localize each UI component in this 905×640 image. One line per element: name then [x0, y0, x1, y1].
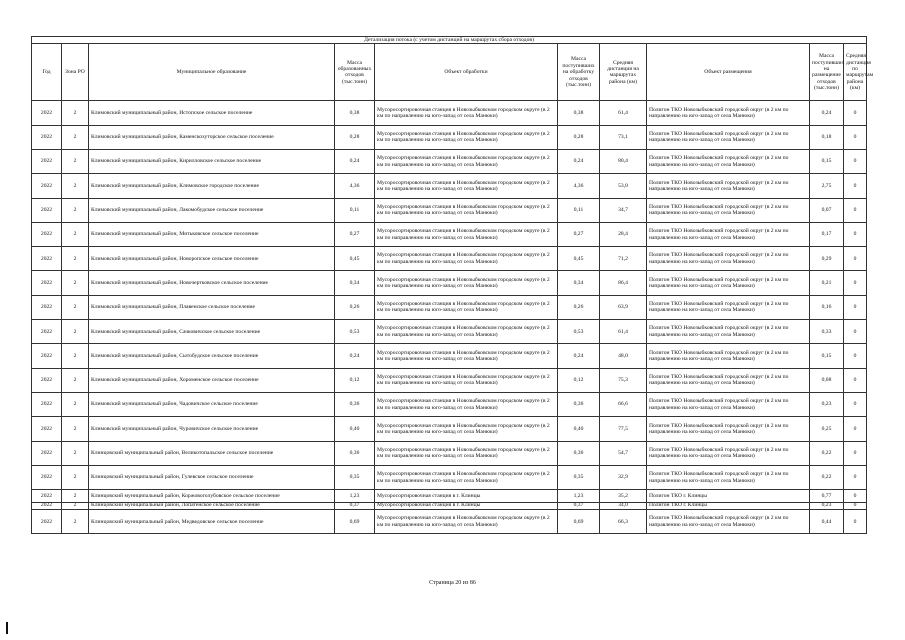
table-row [32, 101, 867, 125]
cell-year: 2022 [32, 392, 62, 416]
cell-mass-placement: 0,15 [810, 150, 844, 174]
cell-processing-object: Мусоросортировочная станция в Новозыбковском городском округе (в 2 км по направлению на юго-запад от села Манюки) [375, 174, 558, 198]
table-row [32, 465, 867, 489]
cell-processing-object: Мусоросортировочная станция в Новозыбковском городском округе (в 2 км по направлению на юго-запад от села Манюки) [375, 465, 558, 489]
cell-year: 2022 [32, 247, 62, 271]
cell-municipality: Климовский муниципальный район, Хороменское сельское поселение [89, 368, 335, 392]
cell-mass-generated: 4,36 [335, 174, 375, 198]
cell-municipality: Климовский муниципальный район, Сытобудское сельское поселение [89, 344, 335, 368]
cell-mass-processing: 0,37 [558, 503, 600, 510]
cell-year: 2022 [32, 368, 62, 392]
cell-placement-object: Полигон ТКО Новозыбковский городской округ (в 2 км по направлению на юго-запад от села Манюки) [647, 247, 810, 271]
cell-processing-object: Мусоросортировочная станция в Новозыбковском городском округе (в 2 км по направлению на юго-запад от села Манюки) [375, 368, 558, 392]
cell-municipality: Климовский муниципальный район, Кирилловское сельское поселение [89, 150, 335, 174]
cell-mass-placement: 0,08 [810, 368, 844, 392]
table-row [32, 490, 867, 503]
cell-zone: 2 [62, 368, 89, 392]
cell-year: 2022 [32, 320, 62, 344]
header-year: Год [32, 44, 62, 101]
cell-avg-distance-1: 66,3 [600, 510, 647, 534]
cell-year: 2022 [32, 490, 62, 503]
cell-year: 2022 [32, 344, 62, 368]
cell-municipality: Клинцовский муниципальный район, Гулевское сельское поселение [89, 465, 335, 489]
cell-zone: 2 [62, 295, 89, 319]
table-row [32, 125, 867, 149]
table-row [32, 510, 867, 534]
cell-mass-processing: 1,23 [558, 490, 600, 503]
cell-mass-placement: 0,25 [810, 417, 844, 441]
cell-avg-distance-1: 66,6 [600, 392, 647, 416]
cell-municipality: Клинцовский муниципальный район, Лопатенское сельское поселение [89, 503, 335, 510]
cell-mass-generated: 0,12 [335, 368, 375, 392]
cell-avg-distance-2: 0 [844, 490, 867, 503]
cell-zone: 2 [62, 150, 89, 174]
cell-processing-object: Мусоросортировочная станция в г. Клинцы [375, 503, 558, 510]
cell-mass-generated: 0,37 [335, 503, 375, 510]
cell-municipality: Клинцовский муниципальный район, Медведовское сельское поселение [89, 510, 335, 534]
cell-zone: 2 [62, 222, 89, 246]
header-municipality: Муниципальное образование [89, 44, 335, 101]
cell-mass-generated: 0,36 [335, 392, 375, 416]
cell-mass-placement: 0,17 [810, 222, 844, 246]
cell-processing-object: Мусоросортировочная станция в Новозыбковском городском округе (в 2 км по направлению на юго-запад от села Манюки) [375, 344, 558, 368]
table-row [32, 320, 867, 344]
cell-placement-object: Полигон ТКО Новозыбковский городской округ (в 2 км по направлению на юго-запад от села Манюки) [647, 510, 810, 534]
header-avg-distance-2: Средняя дистанция по маршрутам района (км) [844, 44, 867, 101]
table-row [32, 247, 867, 271]
cell-placement-object: Полигон ТКО г. Клинцы [647, 490, 810, 503]
cell-avg-distance-1: 71,2 [600, 247, 647, 271]
cell-municipality: Клинцовский муниципальный район, Великотопальское сельское поселение [89, 441, 335, 465]
cell-mass-processing: 0,24 [558, 150, 600, 174]
cell-mass-processing: 0,26 [558, 295, 600, 319]
table-row [32, 392, 867, 416]
table-row [32, 295, 867, 319]
cell-mass-generated: 0,69 [335, 510, 375, 534]
cell-avg-distance-1: 48,0 [600, 344, 647, 368]
header-row [32, 44, 867, 101]
cell-municipality: Клинцовский муниципальный район, Коржовоголубовское сельское поселение [89, 490, 335, 503]
cell-placement-object: Полигон ТКО Новозыбковский городской округ (в 2 км по направлению на юго-запад от села Манюки) [647, 392, 810, 416]
cell-municipality: Климовский муниципальный район, Новочертковское сельское поселение [89, 271, 335, 295]
header-processing-object: Объект обработки [375, 44, 558, 101]
table-row [32, 271, 867, 295]
cell-mass-processing: 0,40 [558, 417, 600, 441]
cell-zone: 2 [62, 125, 89, 149]
cell-placement-object: Полигон ТКО Новозыбковский городской округ (в 2 км по направлению на юго-запад от села Манюки) [647, 222, 810, 246]
cell-mass-placement: 2,75 [810, 174, 844, 198]
cell-processing-object: Мусоросортировочная станция в Новозыбковском городском округе (в 2 км по направлению на юго-запад от села Манюки) [375, 441, 558, 465]
cell-mass-placement: 0,07 [810, 198, 844, 222]
cell-municipality: Климовский муниципальный район, Климовское городское поселение [89, 174, 335, 198]
cell-avg-distance-2: 0 [844, 271, 867, 295]
header-zone: Зона РО [62, 44, 89, 101]
cell-mass-placement: 0,15 [810, 344, 844, 368]
cell-year: 2022 [32, 125, 62, 149]
cell-placement-object: Полигон ТКО Новозыбковский городской округ (в 2 км по направлению на юго-запад от села Манюки) [647, 174, 810, 198]
cell-zone: 2 [62, 247, 89, 271]
cell-avg-distance-2: 0 [844, 392, 867, 416]
cell-avg-distance-2: 0 [844, 465, 867, 489]
cell-mass-generated: 1,23 [335, 490, 375, 503]
cell-municipality: Климовский муниципальный район, Новоропское сельское поселение [89, 247, 335, 271]
header-mass-processing: Масса поступивших на обработку отходов (тыс.тонн) [558, 44, 600, 101]
cell-avg-distance-1: 75,3 [600, 368, 647, 392]
cell-placement-object: Полигон ТКО Новозыбковский городской округ (в 2 км по направлению на юго-запад от села Манюки) [647, 198, 810, 222]
cell-placement-object: Полигон ТКО Новозыбковский городской округ (в 2 км по направлению на юго-запад от села Манюки) [647, 441, 810, 465]
cell-avg-distance-2: 0 [844, 174, 867, 198]
cell-avg-distance-2: 0 [844, 441, 867, 465]
table-row [32, 150, 867, 174]
cell-avg-distance-1: 32,9 [600, 465, 647, 489]
margin-mark [6, 622, 8, 634]
cell-processing-object: Мусоросортировочная станция в г. Клинцы [375, 490, 558, 503]
cell-mass-generated: 0,45 [335, 247, 375, 271]
table-row [32, 222, 867, 246]
cell-mass-processing: 0,27 [558, 222, 600, 246]
cell-year: 2022 [32, 465, 62, 489]
header-mass-generated: Масса образованных отходов (тыс.тонн) [335, 44, 375, 101]
cell-avg-distance-1: 61,4 [600, 101, 647, 125]
cell-placement-object: Полигон ТКО Новозыбковский городской округ (в 2 км по направлению на юго-запад от села Манюки) [647, 271, 810, 295]
cell-mass-processing: 0,38 [558, 101, 600, 125]
cell-mass-processing: 4,36 [558, 174, 600, 198]
cell-zone: 2 [62, 320, 89, 344]
cell-municipality: Климовский муниципальный район, Каменскохуторское сельское поселение [89, 125, 335, 149]
cell-zone: 2 [62, 510, 89, 534]
cell-mass-generated: 0,28 [335, 125, 375, 149]
cell-zone: 2 [62, 344, 89, 368]
cell-municipality: Климовский муниципальный район, Сачковичское сельское поселение [89, 320, 335, 344]
cell-mass-placement: 0,22 [810, 465, 844, 489]
cell-year: 2022 [32, 198, 62, 222]
table-row [32, 344, 867, 368]
cell-avg-distance-2: 0 [844, 368, 867, 392]
cell-zone: 2 [62, 392, 89, 416]
table-row [32, 417, 867, 441]
cell-municipality: Климовский муниципальный район, Лакомобудское сельское поселение [89, 198, 335, 222]
waste-flow-table [31, 36, 874, 534]
table-row [32, 441, 867, 465]
cell-processing-object: Мусоросортировочная станция в Новозыбковском городском округе (в 2 км по направлению на юго-запад от села Манюки) [375, 320, 558, 344]
cell-mass-generated: 0,26 [335, 295, 375, 319]
cell-year: 2022 [32, 271, 62, 295]
cell-processing-object: Мусоросортировочная станция в Новозыбковском городском округе (в 2 км по направлению на юго-запад от села Манюки) [375, 295, 558, 319]
cell-processing-object: Мусоросортировочная станция в Новозыбковском городском округе (в 2 км по направлению на юго-запад от села Манюки) [375, 271, 558, 295]
cell-avg-distance-1: 63,9 [600, 295, 647, 319]
cell-processing-object: Мусоросортировочная станция в Новозыбковском городском округе (в 2 км по направлению на юго-запад от села Манюки) [375, 222, 558, 246]
cell-avg-distance-1: 34,7 [600, 198, 647, 222]
cell-mass-processing: 0,36 [558, 441, 600, 465]
cell-zone: 2 [62, 417, 89, 441]
cell-processing-object: Мусоросортировочная станция в Новозыбковском городском округе (в 2 км по направлению на юго-запад от села Манюки) [375, 198, 558, 222]
cell-year: 2022 [32, 150, 62, 174]
cell-zone: 2 [62, 465, 89, 489]
cell-avg-distance-2: 0 [844, 125, 867, 149]
table-row [32, 174, 867, 198]
cell-avg-distance-2: 0 [844, 198, 867, 222]
cell-zone: 2 [62, 271, 89, 295]
cell-mass-generated: 0,11 [335, 198, 375, 222]
cell-placement-object: Полигон ТКО Новозыбковский городской округ (в 2 км по направлению на юго-запад от села Манюки) [647, 101, 810, 125]
cell-avg-distance-2: 0 [844, 503, 867, 510]
cell-placement-object: Полигон ТКО Новозыбковский городской округ (в 2 км по направлению на юго-запад от села Манюки) [647, 344, 810, 368]
cell-mass-processing: 0,34 [558, 271, 600, 295]
cell-placement-object: Полигон ТКО Новозыбковский городской округ (в 2 км по направлению на юго-запад от села Манюки) [647, 465, 810, 489]
cell-processing-object: Мусоросортировочная станция в Новозыбковском городском округе (в 2 км по направлению на юго-запад от села Манюки) [375, 101, 558, 125]
cell-mass-generated: 0,27 [335, 222, 375, 246]
cell-avg-distance-2: 0 [844, 101, 867, 125]
cell-mass-processing: 0,28 [558, 125, 600, 149]
cell-processing-object: Мусоросортировочная станция в Новозыбковском городском округе (в 2 км по направлению на юго-запад от села Манюки) [375, 392, 558, 416]
cell-mass-processing: 0,12 [558, 368, 600, 392]
cell-mass-placement: 0,16 [810, 295, 844, 319]
cell-mass-processing: 0,11 [558, 198, 600, 222]
cell-processing-object: Мусоросортировочная станция в Новозыбковском городском округе (в 2 км по направлению на юго-запад от села Манюки) [375, 125, 558, 149]
cell-mass-generated: 0,24 [335, 344, 375, 368]
cell-avg-distance-1: 86,4 [600, 271, 647, 295]
cell-avg-distance-1: 53,0 [600, 174, 647, 198]
cell-mass-generated: 0,24 [335, 150, 375, 174]
header-mass-placement: Масса поступивших на размещение отходов (тыс.тонн) [810, 44, 844, 101]
cell-municipality: Климовский муниципальный район, Чадовичское сельское поселение [89, 392, 335, 416]
cell-mass-placement: 0,22 [810, 441, 844, 465]
cell-year: 2022 [32, 222, 62, 246]
cell-avg-distance-1: 34,0 [600, 503, 647, 510]
cell-mass-placement: 0,21 [810, 271, 844, 295]
cell-avg-distance-2: 0 [844, 295, 867, 319]
table-row [32, 368, 867, 392]
cell-zone: 2 [62, 174, 89, 198]
cell-avg-distance-2: 0 [844, 247, 867, 271]
cell-placement-object: Полигон ТКО Новозыбковский городской округ (в 2 км по направлению на юго-запад от села Манюки) [647, 295, 810, 319]
cell-mass-generated: 0,40 [335, 417, 375, 441]
cell-mass-processing: 0,53 [558, 320, 600, 344]
table-row [32, 198, 867, 222]
cell-mass-placement: 0,33 [810, 320, 844, 344]
cell-municipality: Климовский муниципальный район, Митьковское сельское поселение [89, 222, 335, 246]
cell-processing-object: Мусоросортировочная станция в Новозыбковском городском округе (в 2 км по направлению на юго-запад от села Манюки) [375, 417, 558, 441]
cell-zone: 2 [62, 198, 89, 222]
cell-placement-object: Полигон ТКО Новозыбковский городской округ (в 2 км по направлению на юго-запад от села Манюки) [647, 150, 810, 174]
cell-year: 2022 [32, 174, 62, 198]
cell-avg-distance-1: 54,7 [600, 441, 647, 465]
cell-mass-processing: 0,35 [558, 465, 600, 489]
header-placement-object: Объект размещения [647, 44, 810, 101]
cell-avg-distance-2: 0 [844, 150, 867, 174]
cell-mass-processing: 0,45 [558, 247, 600, 271]
cell-mass-processing: 0,69 [558, 510, 600, 534]
cell-year: 2022 [32, 441, 62, 465]
cell-mass-placement: 0,77 [810, 490, 844, 503]
table-body [32, 101, 867, 534]
cell-zone: 2 [62, 441, 89, 465]
cell-processing-object: Мусоросортировочная станция в Новозыбковском городском округе (в 2 км по направлению на юго-запад от села Манюки) [375, 247, 558, 271]
cell-avg-distance-2: 0 [844, 344, 867, 368]
cell-year: 2022 [32, 101, 62, 125]
cell-mass-generated: 0,38 [335, 101, 375, 125]
cell-year: 2022 [32, 417, 62, 441]
cell-mass-placement: 0,23 [810, 392, 844, 416]
cell-placement-object: Полигон ТКО Новозыбковский городской округ (в 2 км по направлению на юго-запад от села Манюки) [647, 125, 810, 149]
cell-avg-distance-1: 28,4 [600, 222, 647, 246]
cell-placement-object: Полигон ТКО Новозыбковский городской округ (в 2 км по направлению на юго-запад от села Манюки) [647, 417, 810, 441]
cell-avg-distance-1: 35,2 [600, 490, 647, 503]
cell-municipality: Климовский муниципальный район, Чуровичское сельское поселение [89, 417, 335, 441]
cell-mass-placement: 0,24 [810, 101, 844, 125]
table-row [32, 503, 867, 510]
page-number: Страница 20 из 86 [429, 580, 476, 586]
cell-mass-generated: 0,35 [335, 465, 375, 489]
cell-mass-generated: 0,53 [335, 320, 375, 344]
cell-year: 2022 [32, 295, 62, 319]
cell-mass-placement: 0,29 [810, 247, 844, 271]
table-banner: Детализация потока (с учетом дистанций на маршрутах сбора отходов) [32, 37, 867, 44]
cell-year: 2022 [32, 503, 62, 510]
cell-mass-placement: 0,44 [810, 510, 844, 534]
cell-mass-placement: 0,18 [810, 125, 844, 149]
header-avg-distance-1: Средняя дистанция на маршрутах района (км) [600, 44, 647, 101]
cell-avg-distance-2: 0 [844, 222, 867, 246]
cell-avg-distance-2: 0 [844, 320, 867, 344]
cell-placement-object: Полигон ТКО г. Клинцы [647, 503, 810, 510]
cell-zone: 2 [62, 490, 89, 503]
cell-zone: 2 [62, 101, 89, 125]
cell-mass-placement: 0,23 [810, 503, 844, 510]
cell-processing-object: Мусоросортировочная станция в Новозыбковском городском округе (в 2 км по направлению на юго-запад от села Манюки) [375, 150, 558, 174]
cell-municipality: Климовский муниципальный район, Истопское сельское поселение [89, 101, 335, 125]
cell-avg-distance-1: 80,4 [600, 150, 647, 174]
cell-mass-generated: 0,34 [335, 271, 375, 295]
cell-municipality: Климовский муниципальный район, Плавенское сельское поселение [89, 295, 335, 319]
cell-mass-processing: 0,24 [558, 344, 600, 368]
cell-avg-distance-1: 61,4 [600, 320, 647, 344]
cell-year: 2022 [32, 510, 62, 534]
cell-avg-distance-1: 77,5 [600, 417, 647, 441]
cell-placement-object: Полигон ТКО Новозыбковский городской округ (в 2 км по направлению на юго-запад от села Манюки) [647, 320, 810, 344]
cell-avg-distance-1: 73,1 [600, 125, 647, 149]
cell-zone: 2 [62, 503, 89, 510]
cell-avg-distance-2: 0 [844, 510, 867, 534]
cell-avg-distance-2: 0 [844, 417, 867, 441]
cell-processing-object: Мусоросортировочная станция в Новозыбковском городском округе (в 2 км по направлению на юго-запад от села Манюки) [375, 510, 558, 534]
cell-mass-generated: 0,36 [335, 441, 375, 465]
cell-mass-processing: 0,36 [558, 392, 600, 416]
cell-placement-object: Полигон ТКО Новозыбковский городской округ (в 2 км по направлению на юго-запад от села Манюки) [647, 368, 810, 392]
